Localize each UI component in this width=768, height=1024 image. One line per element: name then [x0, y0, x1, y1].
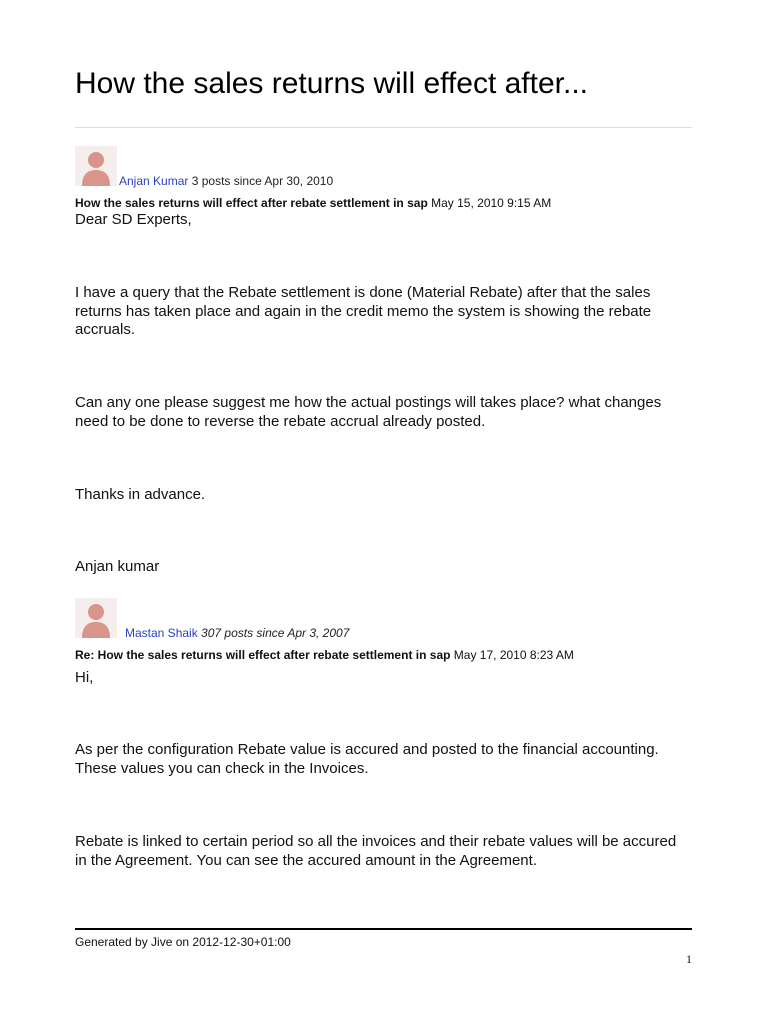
page-number: 1	[686, 952, 692, 966]
post-paragraph: Anjan kumar	[75, 558, 160, 575]
footer-generated: Generated by Jive on 2012-12-30+01:00	[75, 935, 291, 949]
post-date: May 15, 2010 9:15 AM	[431, 196, 552, 210]
post-subject: Re: How the sales returns will effect after rebate settlement in sap	[75, 648, 451, 662]
post-date: May 17, 2010 8:23 AM	[453, 648, 574, 662]
post-paragraph: As per the configuration Rebate value is accured and posted to the financial accounting. These values you can check in the Invoices.	[75, 741, 659, 777]
author-link[interactable]: Mastan Shaik	[125, 626, 198, 640]
author-link[interactable]: Anjan Kumar	[119, 174, 189, 188]
post-paragraph: I have a query that the Rebate settlement is done (Material Rebate) after that the sales returns has taken place and again in the credit memo the system is showing the rebate accruals.	[75, 284, 652, 339]
post-paragraph: Rebate is linked to certain period so all the invoices and their rebate values will be accured in the Agreement. You can see the accured amount in the Agreement.	[75, 833, 677, 869]
author-post-count: 307 posts since Apr 3, 2007	[201, 626, 350, 640]
user-avatar-icon[interactable]	[75, 146, 117, 186]
post-author-line	[125, 626, 349, 640]
post-paragraph: Thanks in advance.	[75, 486, 206, 503]
title-divider	[75, 127, 692, 128]
post-subject: How the sales returns will effect after rebate settlement in sap	[75, 196, 428, 210]
post-subject-line	[75, 648, 574, 662]
post-paragraph: Dear SD Experts,	[75, 211, 192, 228]
user-avatar-icon[interactable]	[75, 598, 117, 638]
post-paragraph: Hi,	[75, 669, 94, 686]
post-paragraph: Can any one please suggest me how the actual postings will takes place? what changes need to be done to reverse the rebate accrual already posted.	[75, 394, 662, 430]
post-subject-line	[75, 196, 551, 210]
page-title: How the sales returns will effect after...	[75, 67, 589, 100]
post-author-line	[119, 174, 333, 188]
footer-divider	[75, 928, 692, 930]
author-post-count: 3 posts since Apr 30, 2010	[191, 174, 334, 188]
